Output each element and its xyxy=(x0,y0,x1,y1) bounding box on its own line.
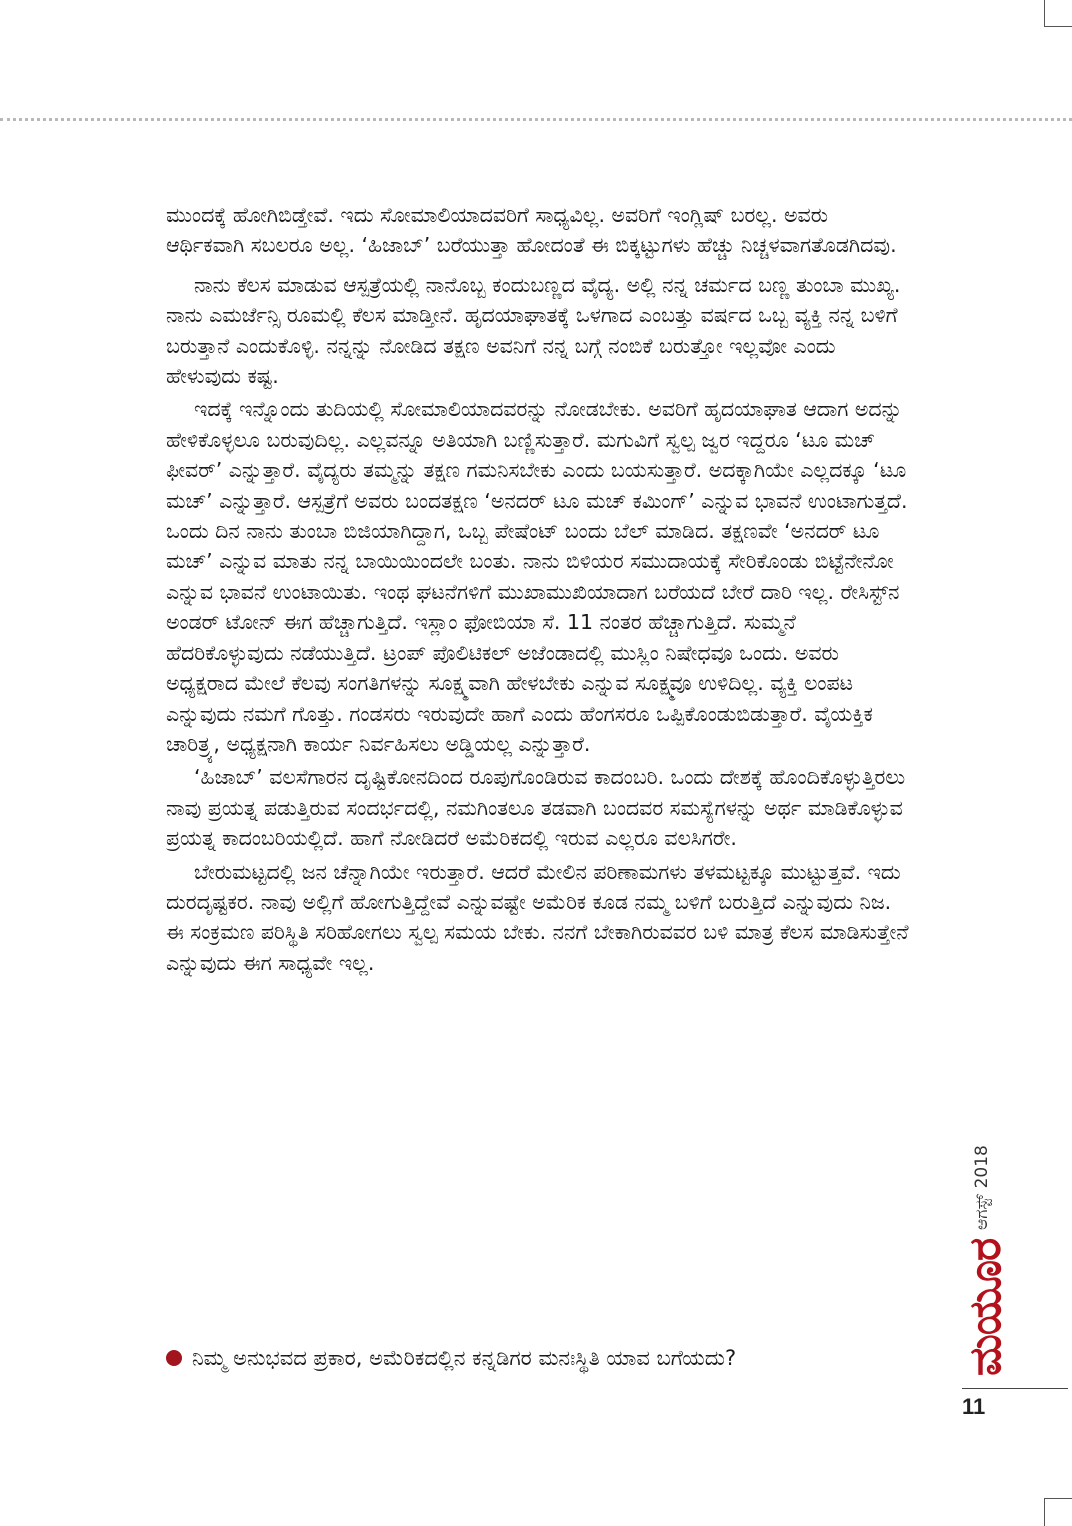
paragraph-1: ಮುಂದಕ್ಕೆ ಹೋಗಿಬಿಡ್ತೇವೆ. ಇದು ಸೋಮಾಲಿಯಾದವರಿಗೆ ಸಾಧ್ಯವಿಲ್ಲ. ಅವರಿಗೆ ಇಂಗ್ಲಿಷ್ ಬರಲ್ಲ. ಅವರು ಆರ್ಥಿಕವಾಗಿ ಸಬಲರೂ ಅಲ್ಲ. ‘ಹಿಜಾಬ್’ ಬರೆಯುತ್ತಾ ಹೋದಂತೆ ಈ ಬಿಕ್ಕಟ್ಟುಗಳು ಹೆಚ್ಚು ನಿಚ್ಚಳವಾಗತೊಡಗಿದವು. xyxy=(166,203,897,258)
paragraph-3: ಇದಕ್ಕೆ ಇನ್ನೊಂದು ತುದಿಯಲ್ಲಿ ಸೋಮಾಲಿಯಾದವರನ್ನು ನೋಡಬೇಕು. ಅವರಿಗೆ ಹೃದಯಾಘಾತ ಆದಾಗ ಅದನ್ನು ಹೇಳಿಕೊಳ್ಳಲೂ ಬರುವುದಿಲ್ಲ. ಎಲ್ಲವನ್ನೂ ಅತಿಯಾಗಿ ಬಣ್ಣಿಸುತ್ತಾರೆ. ಮಗುವಿಗೆ ಸ್ವಲ್ಪ ಜ್ವರ ಇದ್ದರೂ ‘ಟೂ ಮಚ್ ಫೀವರ್’ ಎನ್ನುತ್ತಾರೆ. ವೈದ್ಯರು ತಮ್ಮನ್ನು ತಕ್ಷಣ ಗಮನಿಸಬೇಕು ಎಂದು ಬಯಸುತ್ತಾರೆ. ಅದಕ್ಕಾಗಿಯೇ ಎಲ್ಲದಕ್ಕೂ ‘ಟೂ ಮಚ್’ ಎನ್ನುತ್ತಾರೆ. ಆಸ್ಪತ್ರೆಗೆ ಅವರು ಬಂದತಕ್ಷಣ ‘ಅನದರ್ ಟೂ ಮಚ್ ಕಮಿಂಗ್’ ಎನ್ನುವ ಭಾವನೆ ಉಂಟಾಗುತ್ತದೆ. ಒಂದು ದಿನ ನಾನು ತುಂಬಾ ಬಿಜಿಯಾಗಿದ್ದಾಗ, ಒಬ್ಬ ಪೇಷೆಂಟ್ ಬಂದು ಬೆಲ್ ಮಾಡಿದ. ತಕ್ಷಣವೇ ‘ಅನದರ್ ಟೂ ಮಚ್’ ಎನ್ನುವ ಮಾತು ನನ್ನ ಬಾಯಿಯಿಂದಲೇ ಬಂತು. ನಾನು ಬಿಳಿಯರ ಸಮುದಾಯಕ್ಕೆ ಸೇರಿಕೊಂಡು ಬಿಟ್ಟೆನೇನೋ ಎನ್ನುವ ಭಾವನೆ ಉಂಟಾಯಿತು. ಇಂಥ ಘಟನೆಗಳಿಗೆ ಮುಖಾಮುಖಿಯಾದಾಗ ಬರೆಯದೆ ಬೇರೆ ದಾರಿ ಇಲ್ಲ. ರೇಸಿಸ್ಟ್‌ನ ಅಂಡರ್ ಟೋನ್ ಈಗ ಹೆಚ್ಚಾಗುತ್ತಿದೆ. ಇಸ್ಲಾಂ ಫೋಬಿಯಾ ಸೆ. 11 ನಂತರ ಹೆಚ್ಚಾಗುತ್ತಿದೆ. ಸುಮ್ಮನೆ ಹೆದರಿಕೊಳ್ಳುವುದು ನಡೆಯುತ್ತಿದೆ. ಟ್ರಂಪ್ ಪೊಲಿಟಿಕಲ್ ಅಜೆಂಡಾದಲ್ಲಿ ಮುಸ್ಲಿಂ ನಿಷೇಧವೂ ಒಂದು. ಅವರು ಅಧ್ಯಕ್ಷರಾದ ಮೇಲೆ ಕೆಲವು ಸಂಗತಿಗಳನ್ನು ಸೂಕ್ಷ್ಮವಾಗಿ ಹೇಳಬೇಕು ಎನ್ನುವ ಸೂಕ್ಷ್ಮವೂ ಉಳಿದಿಲ್ಲ. ವ್ಯಕ್ತಿ ಲಂಪಟ ಎನ್ನುವುದು ನಮಗೆ ಗೊತ್ತು. ಗಂಡಸರು ಇರುವುದೇ ಹಾಗೆ ಎಂದು ಹೆಂಗಸರೂ ಒಪ್ಪಿಕೊಂಡುಬಿಡುತ್ತಾರೆ. ವೈಯಕ್ತಿಕ ಚಾರಿತ್ರ್ಯ, ಅಧ್ಯಕ್ಷನಾಗಿ ಕಾರ್ಯ ನಿರ್ವಹಿಸಲು ಅಡ್ಡಿಯಲ್ಲ ಎನ್ನುತ್ತಾರೆ. xyxy=(166,397,908,756)
article-body xyxy=(166,200,912,981)
paragraph-5: ಬೇರುಮಟ್ಟದಲ್ಲಿ ಜನ ಚೆನ್ನಾಗಿಯೇ ಇರುತ್ತಾರೆ. ಆದರೆ ಮೇಲಿನ ಪರಿಣಾಮಗಳು ತಳಮಟ್ಟಕ್ಕೂ ಮುಟ್ಟುತ್ತವೆ. ಇದು ದುರದೃಷ್ಟಕರ. ನಾವು ಅಲ್ಲಿಗೆ ಹೋಗುತ್ತಿದ್ದೇವೆ ಎನ್ನುವಷ್ಟೇ ಅಮೆರಿಕ ಕೂಡ ನಮ್ಮ ಬಳಿಗೆ ಬರುತ್ತಿದೆ ಎನ್ನುವುದು ನಿಜ. ಈ ಸಂಕ್ರಮಣ ಪರಿಸ್ಥಿತಿ ಸರಿಹೋಗಲು ಸ್ವಲ್ಪ ಸಮಯ ಬೇಕು. ನನಗೆ ಬೇಕಾಗಿರುವವರ ಬಳಿ ಮಾತ್ರ ಕೆಲಸ ಮಾಡಿಸುತ್ತೇನೆ ಎನ್ನುವುದು ಈಗ ಸಾಧ್ಯವೇ ಇಲ್ಲ. xyxy=(166,859,909,975)
side-masthead xyxy=(920,1110,1020,1380)
header-dotted-rule xyxy=(0,118,1072,121)
page-number: 11 xyxy=(962,1394,986,1419)
interview-question xyxy=(166,1343,926,1373)
paragraph-2: ನಾನು ಕೆಲಸ ಮಾಡುವ ಆಸ್ಪತ್ರೆಯಲ್ಲಿ ನಾನೊಬ್ಬ ಕಂದುಬಣ್ಣದ ವೈದ್ಯ. ಅಲ್ಲಿ ನನ್ನ ಚರ್ಮದ ಬಣ್ಣ ತುಂಬಾ ಮುಖ್ಯ. ನಾನು ಎಮರ್ಜೆನ್ಸಿ ರೂಮಲ್ಲಿ ಕೆಲಸ ಮಾಡ್ತೀನೆ. ಹೃದಯಾಘಾತಕ್ಕೆ ಒಳಗಾದ ಎಂಬತ್ತು ವರ್ಷದ ಒಬ್ಬ ವ್ಯಕ್ತಿ ನನ್ನ ಬಳಿಗೆ ಬರುತ್ತಾನೆ ಎಂದುಕೊಳ್ಳಿ. ನನ್ನನ್ನು ನೋಡಿದ ತಕ್ಷಣ ಅವನಿಗೆ ನನ್ನ ಬಗ್ಗೆ ನಂಬಿಕೆ ಬರುತ್ತೋ ಇಲ್ಲವೋ ಎಂದು ಹೇಳುವುದು ಕಷ್ಟ. xyxy=(166,272,901,389)
crop-mark-top-right xyxy=(1044,0,1072,27)
question-text: ನಿಮ್ಮ ಅನುಭವದ ಪ್ರಕಾರ, ಅಮೆರಿಕದಲ್ಲಿನ ಕನ್ನಡಿಗರ ಮನಃಸ್ಥಿತಿ ಯಾವ ಬಗೆಯದು? xyxy=(192,1346,737,1370)
magazine-logo: ಮಯೂರ xyxy=(960,1238,1011,1376)
paragraph-4: ‘ಹಿಜಾಬ್’ ವಲಸೆಗಾರನ ದೃಷ್ಟಿಕೋನದಿಂದ ರೂಪುಗೊಂಡಿರುವ ಕಾದಂಬರಿ. ಒಂದು ದೇಶಕ್ಕೆ ಹೊಂದಿಕೊಳ್ಳುತ್ತಿರಲು ನಾವು ಪ್ರಯತ್ನ ಪಡುತ್ತಿರುವ ಸಂದರ್ಭದಲ್ಲಿ, ನಮಗಿಂತಲೂ ತಡವಾಗಿ ಬಂದವರ ಸಮಸ್ಯೆಗಳನ್ನು ಅರ್ಥ ಮಾಡಿಕೊಳ್ಳುವ ಪ್ರಯತ್ನ ಕಾದಂಬರಿಯಲ್ಲಿದೆ. ಹಾಗೆ ನೋಡಿದರೆ ಅಮೆರಿಕದಲ್ಲಿ ಇರುವ ಎಲ್ಲರೂ ವಲಸಿಗರೇ. xyxy=(166,765,906,851)
page-number-rule xyxy=(962,1388,1068,1389)
bullet-icon xyxy=(166,1350,182,1366)
crop-mark-bottom-right xyxy=(1044,1498,1072,1526)
issue-date: ಆಗಸ್ಟ್ 2018 xyxy=(972,1145,992,1230)
